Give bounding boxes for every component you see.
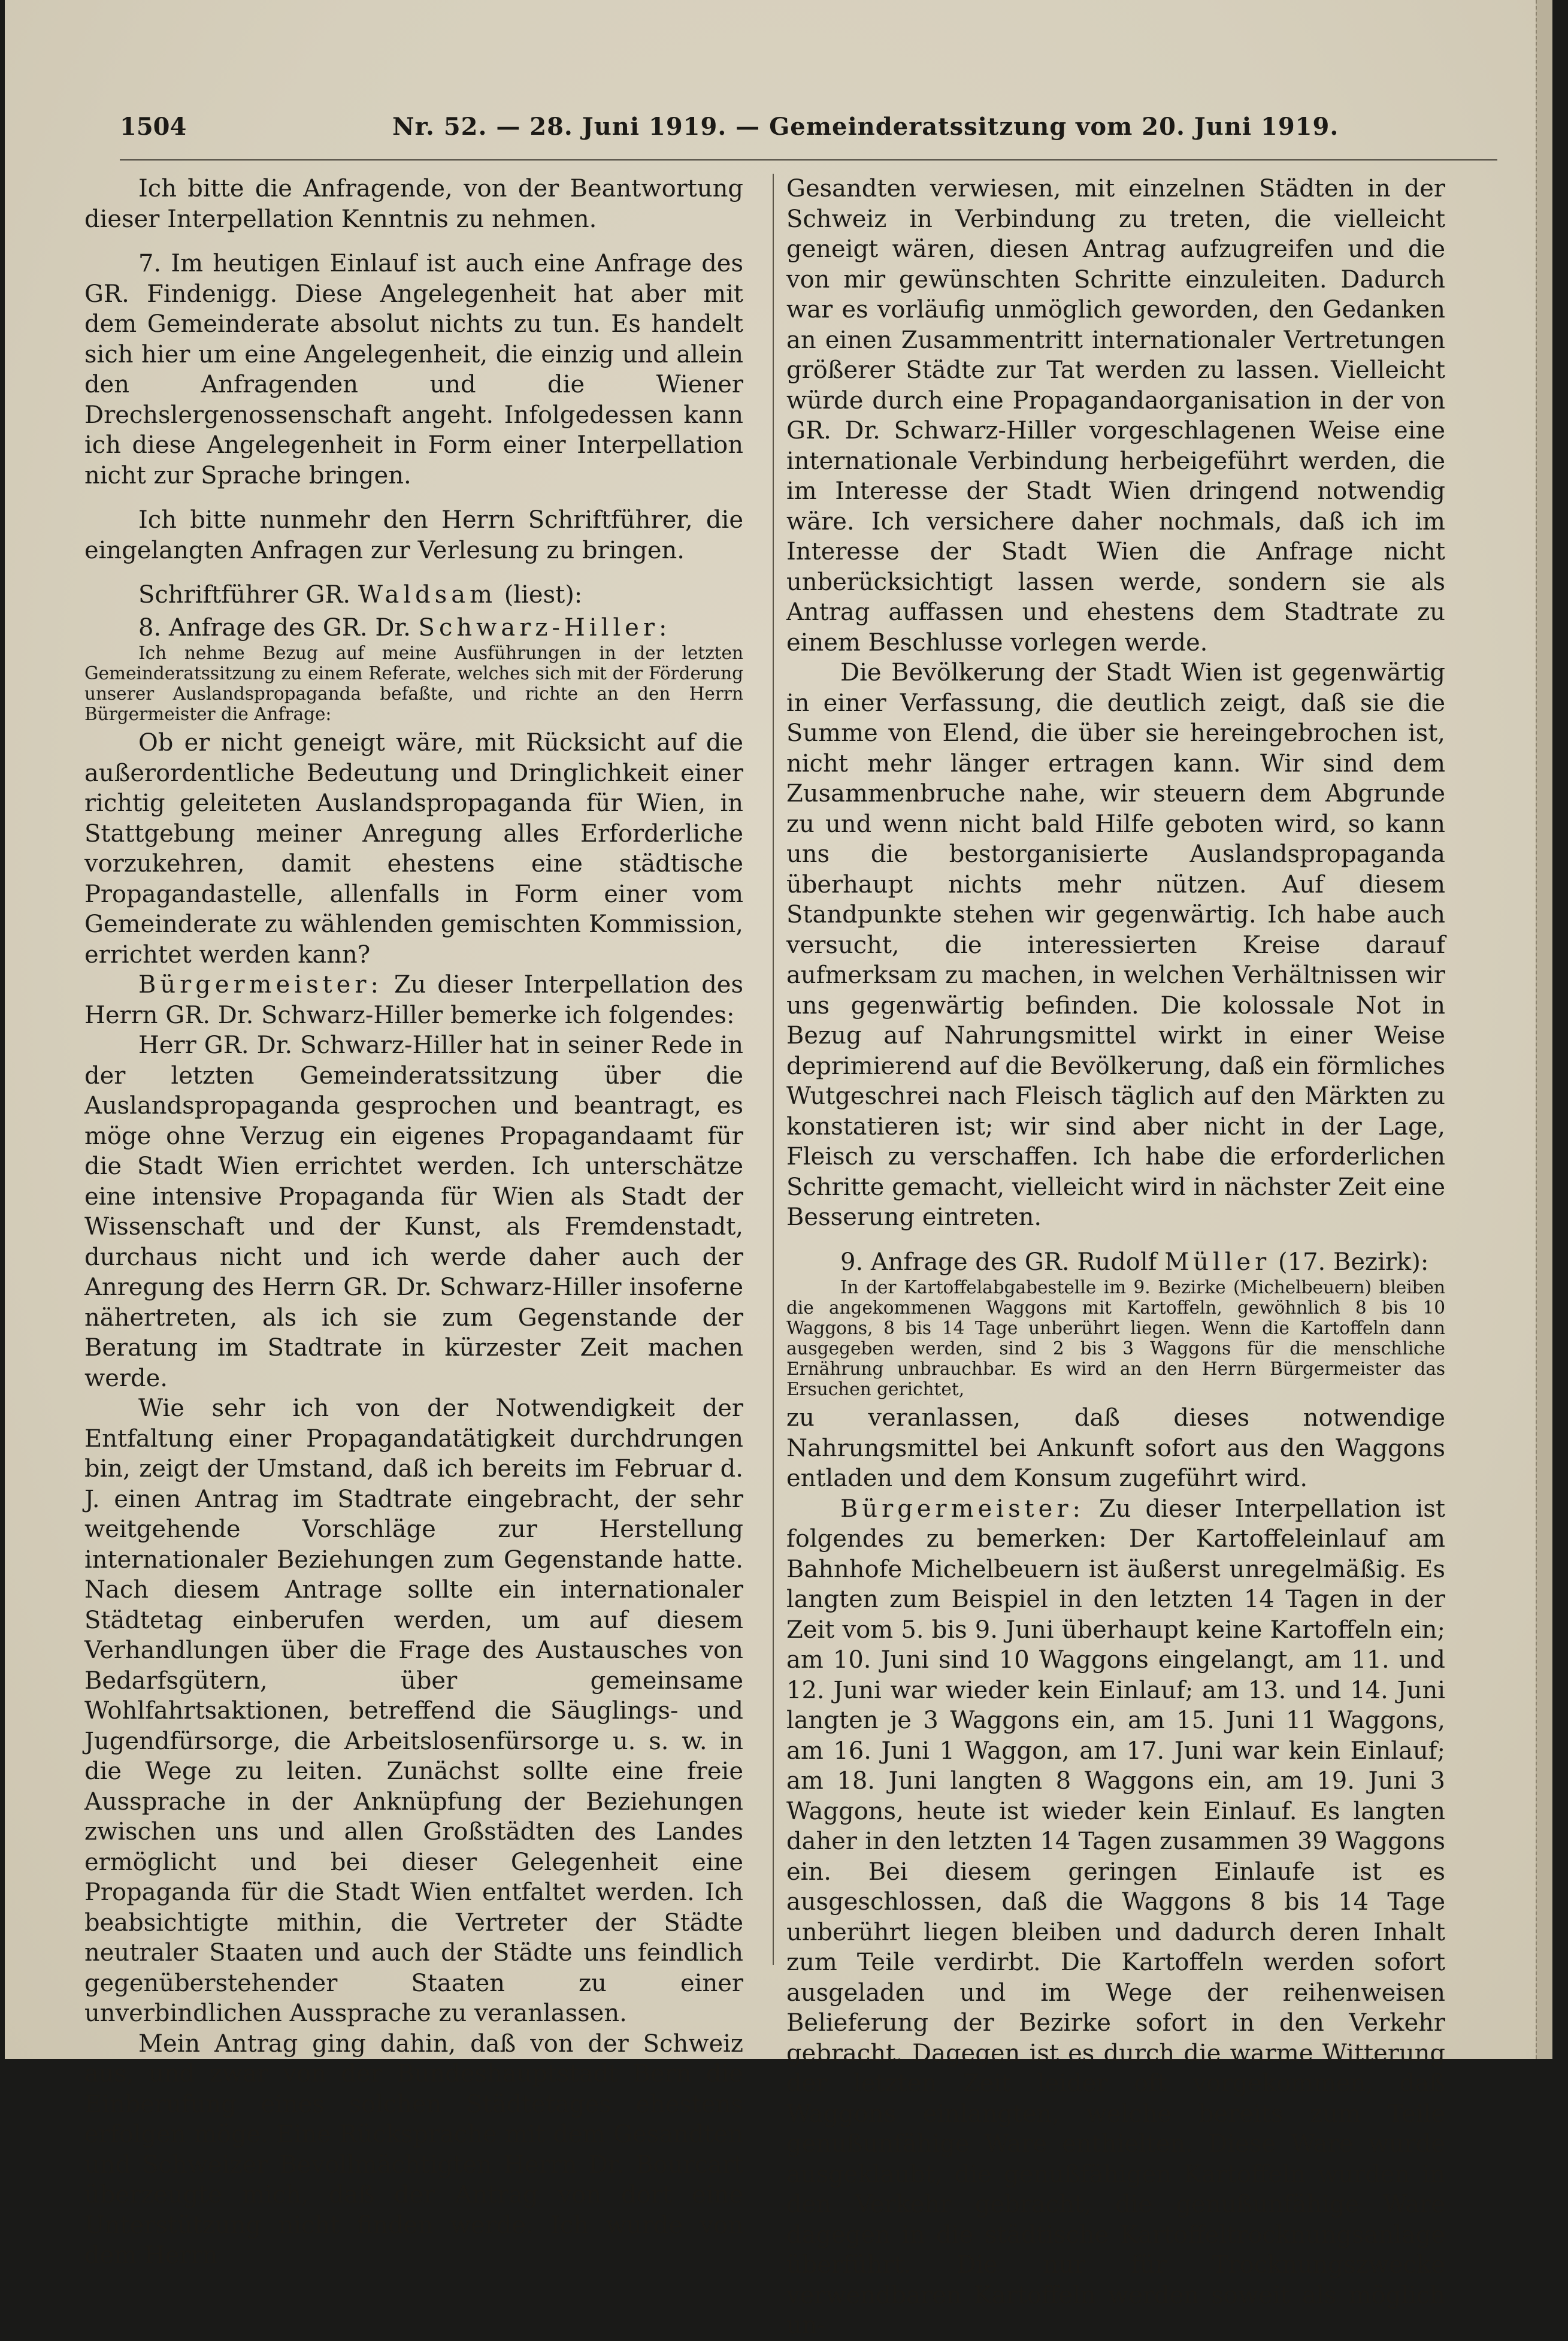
column-divider	[773, 174, 774, 1965]
inquiry-text: Ich nehme Bezug auf meine Ausführungen in der letzten Gemeinderatssitzung zu einem Referate, welches sich mit der Förderung unserer Auslandspropaganda befaßte, und richte an den Herrn Bürgermeister die Anfrage:	[84, 643, 743, 724]
announcement-suffix: (liest):	[504, 581, 583, 609]
paragraph: 7. Im heutigen Einlauf ist auch eine Anfrage des GR. Findenigg. Diese Angelegenheit hat aber mit dem Gemeinderate absolut nichts zu tun. Es handelt sich hier um eine Angelegenheit, die einzig und allein den Anfragenden und die Wiener Drechslergenossenschaft angeht. Infolgedessen kann ich diese Angelegenheit in Form einer Interpellation nicht zur Sprache bringen.	[84, 250, 743, 489]
reading-announcement	[84, 580, 743, 610]
paragraph: Mein Antrag ging dahin, daß von der Schweiz aus, und zwar von der Bundeshauptstadt Bern die Einberufung eines solchen Städtetages ehestens erfolgen möge. Eine Rücksprache mit dem Gesandten und Schweizer Bevollmächtigten Herrn Dr. Bourcart überzeugte mich, daß der Antrag von dort eine Unterstützung nicht finden werde. Ich wurde von dem Herrn	[84, 2030, 743, 2269]
mayor-reply	[84, 970, 743, 1030]
speaker: Bürgermeister:	[138, 971, 383, 999]
right-column	[786, 174, 1445, 2341]
reply-text: Zu dieser Interpellation ist folgendes zu bemerken: Der Kartoffeleinlauf am Bahnhofe Michelbeuern ist äußerst unregelmäßig. Es langten zum Beispiel in den letzten 14 Tagen in der Zeit vom 5. bis 9. Juni überhaupt keine Kartoffeln ein; am 10. Juni sind 10 Waggons eingelangt, am 11. und 12. Juni war wieder kein Einlauf; am 13. und 14. Juni langten je 3 Waggons ein, am 15. Juni 11 Waggons, am 16. Juni 1 Waggon, am 17. Juni war kein Einlauf; am 18. Juni langten 8 Waggons ein, am 19. Juni 3 Waggons, heute ist wieder kein Einlauf. Es langten daher in den letzten 14 Tagen zusammen 39 Waggons ein. Bei diesem geringen Einlaufe ist es ausgeschlossen, daß die Waggons 8 bis 14 Tage unberührt liegen bleiben und dadurch deren Inhalt zum Teile verdirbt. Die Kartoffeln werden sofort ausgeladen und im Wege der reihenweisen Belieferung der Bezirke sofort in den Verkehr gebracht. Dagegen ist es durch die warme Witterung der letzten Zeit leider oft vorgekommen, daß Waggons einlangten, welche bereits zum Teile genußunfähige Ware enthielten. Diese Ware wurde ausgeklaubt, die genußfähigen Kartoffeln wurden in den Verkehr gebracht, die genußunfähige Ware dagegen in die städtische Kartoffeltrocknungsanlage überführt. Die nur für Trocknungszwecke verwendbaren Kartoffeln werden soweit als möglich un-	[786, 1495, 1445, 2339]
inquirer-name: Schwarz-Hiller:	[418, 613, 671, 642]
newspaper-page	[5, 0, 1552, 2339]
paragraph: Wie sehr ich von der Notwendigkeit der Entfaltung einer Propagandatätigkeit durchdrungen bin, zeigt der Umstand, daß ich bereits im Februar d. J. einen Antrag im Stadtrate eingebracht, der sehr weitgehende Vorschläge zur Herstellung internationaler Beziehungen zum Gegenstande hatte. Nach diesem Antrage sollte ein internationaler Städtetag einberufen werden, um auf diesem Verhandlungen über die Frage des Austausches von Bedarfsgütern, über gemeinsame Wohlfahrtsaktionen, betreffend die Säuglings- und Jugendfürsorge, die Arbeitslosenfürsorge u. s. w. in die Wege zu leiten. Zunächst sollte eine freie Aussprache in der Anknüpfung der Beziehungen zwischen uns und allen Großstädten des Landes ermöglicht und bei dieser Gelegenheit eine Propaganda für die Stadt Wien entfaltet werden. Ich beabsichtigte mithin, die Vertreter der Städte neutraler Staaten und auch der Städte uns feindlich gegenüberstehender Staaten zu einer unverbindlichen Aussprache zu veranlassen.	[84, 1395, 743, 2027]
inquiry-prefix: 8. Anfrage des GR. Dr.	[138, 613, 411, 642]
inquirer-name: Müller	[1164, 1248, 1271, 1276]
secretary-name: Waldsam	[358, 581, 497, 609]
left-column	[84, 174, 743, 2271]
page-number: 1504	[120, 113, 187, 141]
paragraph: Ich bitte die Anfragende, von der Beantwortung dieser Interpellation Kenntnis zu nehmen.	[84, 175, 743, 233]
running-head: Nr. 52. — 28. Juni 1919. — Gemeinderatssitzung vom 20. Juni 1919.	[392, 113, 1339, 141]
inquiry-suffix: (17. Bezirk):	[1278, 1248, 1429, 1276]
header-rule	[120, 151, 1497, 161]
paragraph: Herr GR. Dr. Schwarz-Hiller hat in seiner Rede in der letzten Gemeinderatssitzung über die Auslandspropaganda gesprochen und beantragt, es möge ohne Verzug ein eigenes Propagandaamt für die Stadt Wien errichtet werden. Ich unterschätze eine intensive Propaganda für Wien als Stadt der Wissenschaft und der Kunst, als Fremdenstadt, durchaus nicht und ich werde daher auch der Anregung des Herrn GR. Dr. Schwarz-Hiller insoferne nähertreten, als ich sie zum Gegenstande der Beratung im Stadtrate in kürzester Zeit machen werde.	[84, 1032, 743, 1392]
mayor-reply	[786, 1494, 1445, 2341]
inquiry-text: In der Kartoffelabgabestelle im 9. Bezirke (Michelbeuern) bleiben die angekommenen Waggons mit Kartoffeln, gewöhnlich 8 bis 10 Waggons, 8 bis 14 Tage unberührt liegen. Wenn die Kartoffeln dann ausgegeben werden, sind 2 bis 3 Waggons für die menschliche Ernährung unbrauchbar. Es wird an den Herrn Bürgermeister das Ersuchen gerichtet,	[786, 1277, 1445, 1399]
paragraph: Ich bitte nunmehr den Herrn Schriftführer, die eingelangten Anfragen zur Verlesung zu bringen.	[84, 506, 743, 564]
reply-text: Zu dieser Interpellation des Herrn GR. Dr. Schwarz-Hiller bemerke ich folgendes:	[84, 971, 743, 1029]
paragraph: zu veranlassen, daß dieses notwendige Nahrungsmittel bei Ankunft sofort aus den Waggons entladen und dem Konsum zugeführt wird.	[786, 1404, 1445, 1492]
inquiry-prefix: 9. Anfrage des GR. Rudolf	[840, 1248, 1157, 1276]
paragraph: Die Bevölkerung der Stadt Wien ist gegenwärtig in einer Verfassung, die deutlich zeigt, daß sie die Summe von Elend, die über sie hereingebrochen ist, nicht mehr länger ertragen kann. Wir sind dem Zusammenbruche nahe, wir steuern dem Abgrunde zu und wenn nicht bald Hilfe geboten wird, so kann uns die bestorganisierte Auslandspropaganda überhaupt nichts mehr nützen. Auf diesem Standpunkte stehen wir gegenwärtig. Ich habe auch versucht, die interessierten Kreise darauf aufmerksam zu machen, in welchen Verhältnissen wir uns gegenwärtig befinden. Die kolossale Not in Bezug auf Nahrungsmittel wirkt in einer Weise deprimierend auf die Bevölkerung, daß ein förmliches Wutgeschrei nach Fleisch täglich auf den Märkten zu konstatieren ist; wir sind aber nicht in der Lage, Fleisch zu verschaffen. Ich habe die erforderlichen Schritte gemacht, vielleicht wird in nächster Zeit eine Besserung eintreten.	[786, 659, 1445, 1231]
inquiry-heading	[84, 613, 743, 643]
announcement-prefix: Schriftführer GR.	[138, 581, 351, 609]
page-header	[120, 103, 1497, 151]
paragraph: Ob er nicht geneigt wäre, mit Rücksicht auf die außerordentliche Bedeutung und Dringlichkeit einer richtig geleiteten Auslandspropaganda für Wien, in Stattgebung meiner Anregung alles Erforderliche vorzukehren, damit ehestens eine städtische Propagandastelle, allenfalls in Form einer vom Gemeinderate zu wählenden gemischten Kommission, errichtet werden kann?	[84, 729, 743, 969]
paragraph: Gesandten verwiesen, mit einzelnen Städten in der Schweiz in Verbindung zu treten, die vielleicht geneigt wären, diesen Antrag aufzugreifen und die von mir gewünschten Schritte einzuleiten. Dadurch war es vorläufig unmöglich geworden, den Gedanken an einen Zusammentritt internationaler Vertretungen größerer Städte zur Tat werden zu lassen. Vielleicht würde durch eine Propagandaorganisation in der von GR. Dr. Schwarz-Hiller vorgeschlagenen Weise eine internationale Verbindung herbeigeführt werden, die im Interesse der Stadt Wien dringend notwendig wäre. Ich versichere daher nochmals, daß ich im Interesse der Stadt Wien die Anfrage nicht unberücksichtigt lassen werde, sondern sie als Antrag auffassen und ehestens dem Stadtrate zu einem Beschlusse vorlegen werde.	[786, 175, 1445, 657]
inquiry-heading	[786, 1247, 1445, 1278]
speaker: Bürgermeister:	[840, 1495, 1085, 1523]
torn-page-edge	[1536, 0, 1552, 2059]
